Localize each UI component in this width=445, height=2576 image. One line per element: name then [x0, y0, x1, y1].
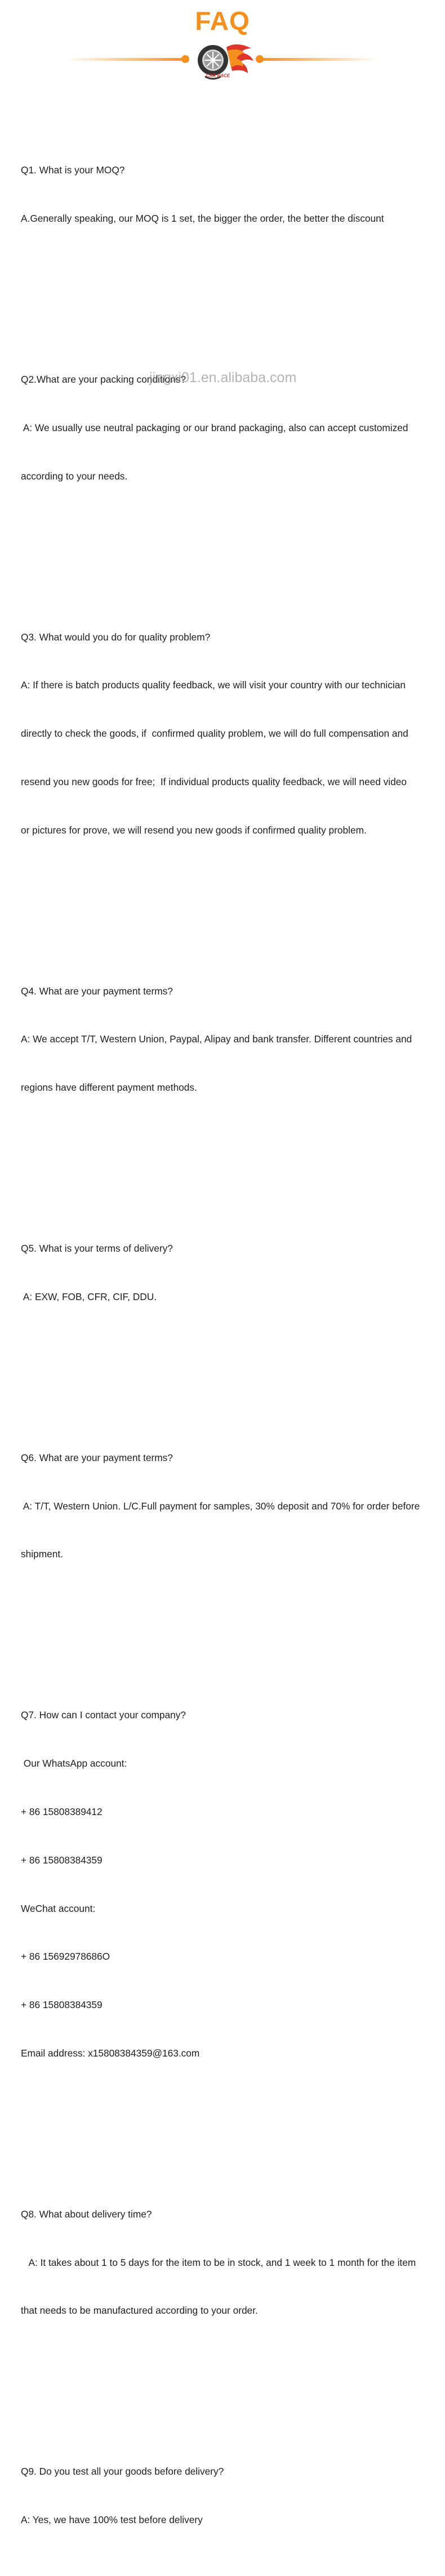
answer-line: A: We usually use neutral packaging or our brand packaging, also can accept customized	[21, 422, 408, 433]
spacer	[21, 1128, 432, 1144]
divider-dot-right	[256, 55, 264, 63]
faq-item-q7	[21, 1675, 432, 2142]
faq-item-q6	[21, 1418, 432, 1643]
divider-dot-left	[181, 55, 189, 63]
question: Q8. What about delivery time?	[21, 2208, 152, 2220]
divider-line-right	[259, 58, 377, 61]
answer-line: A: We accept T/T, Western Union, Paypal, Alipay and bank transfer. Different countries and	[21, 1033, 412, 1045]
answer-line: A: Yes, we have 100% test before delivery	[21, 2514, 203, 2526]
answer-line: WeChat account:	[21, 1902, 96, 1914]
answer-line: A: It takes about 1 to 5 days for the item to be in stock, and 1 week to 1 month for the item	[21, 2256, 416, 2268]
question: Q6. What are your payment terms?	[21, 1451, 173, 1463]
spacer	[21, 2351, 432, 2367]
logo-text: CAR RACE	[206, 73, 230, 78]
answer-line: A: EXW, FOB, CFR, CIF, DDU.	[21, 1291, 157, 1302]
answer-line: directly to check the goods, if confirmed quality problem, we will do full compensation and	[21, 728, 408, 740]
spacer	[21, 871, 432, 887]
faq-item-q9	[21, 2431, 432, 2560]
divider-line-left	[66, 58, 186, 61]
spacer	[21, 2094, 432, 2110]
watermark: jingxi01.en.alibaba.com	[149, 370, 297, 386]
faq-list	[21, 98, 432, 2576]
question: Q2.What are your packing conditions?	[21, 374, 186, 386]
question: Q4. What are your payment terms?	[21, 985, 173, 997]
spacer	[21, 1594, 432, 1611]
spacer	[21, 259, 432, 275]
faq-item-q8	[21, 2174, 432, 2399]
spacer	[21, 1337, 432, 1354]
question: Q5. What is your terms of delivery?	[21, 1243, 173, 1255]
answer-line: shipment.	[21, 1548, 63, 1560]
question: Q7. How can I contact your company?	[21, 1709, 186, 1721]
question: Q9. Do you test all your goods before delivery?	[21, 2466, 224, 2478]
email-address: Email address: x15808384359@163.com	[21, 2047, 200, 2059]
answer-line: resend you new goods for free; If individual products quality feedback, we will need video	[21, 776, 407, 787]
answer-line: Our WhatsApp account:	[21, 1758, 127, 1769]
spacer	[21, 516, 432, 532]
answer-line: or pictures for prove, we will resend you new goods if confirmed quality problem.	[21, 824, 367, 836]
whatsapp-number: + 86 15808389412	[21, 1806, 103, 1817]
wechat-number: + 86 15692978686O	[21, 1951, 110, 1963]
answer-line: that needs to be manufactured according to your order.	[21, 2305, 258, 2317]
answer-line: A: T/T, Western Union. L/C.Full payment for samples, 30% deposit and 70% for order before	[21, 1500, 420, 1512]
page-title: FAQ	[195, 6, 250, 35]
faq-item-q3	[21, 597, 432, 919]
answer-line: according to your needs.	[21, 470, 128, 482]
wechat-number: + 86 15808384359	[21, 1999, 103, 2011]
car-race-logo	[193, 42, 255, 83]
faq-item-q5	[21, 1208, 432, 1386]
answer-line: A.Generally speaking, our MOQ is 1 set, the bigger the order, the better the discount	[21, 213, 384, 225]
faq-header	[0, 0, 445, 90]
answer-line: regions have different payment methods.	[21, 1082, 197, 1094]
faq-item-q1	[21, 130, 432, 307]
question: Q1. What is your MOQ?	[21, 164, 125, 176]
faq-item-q4	[21, 951, 432, 1176]
answer-line: A: If there is batch products quality feedback, we will visit your country with our technician	[21, 679, 406, 691]
question: Q3. What would you do for quality problem?	[21, 631, 211, 643]
whatsapp-number: + 86 15808384359	[21, 1854, 103, 1866]
